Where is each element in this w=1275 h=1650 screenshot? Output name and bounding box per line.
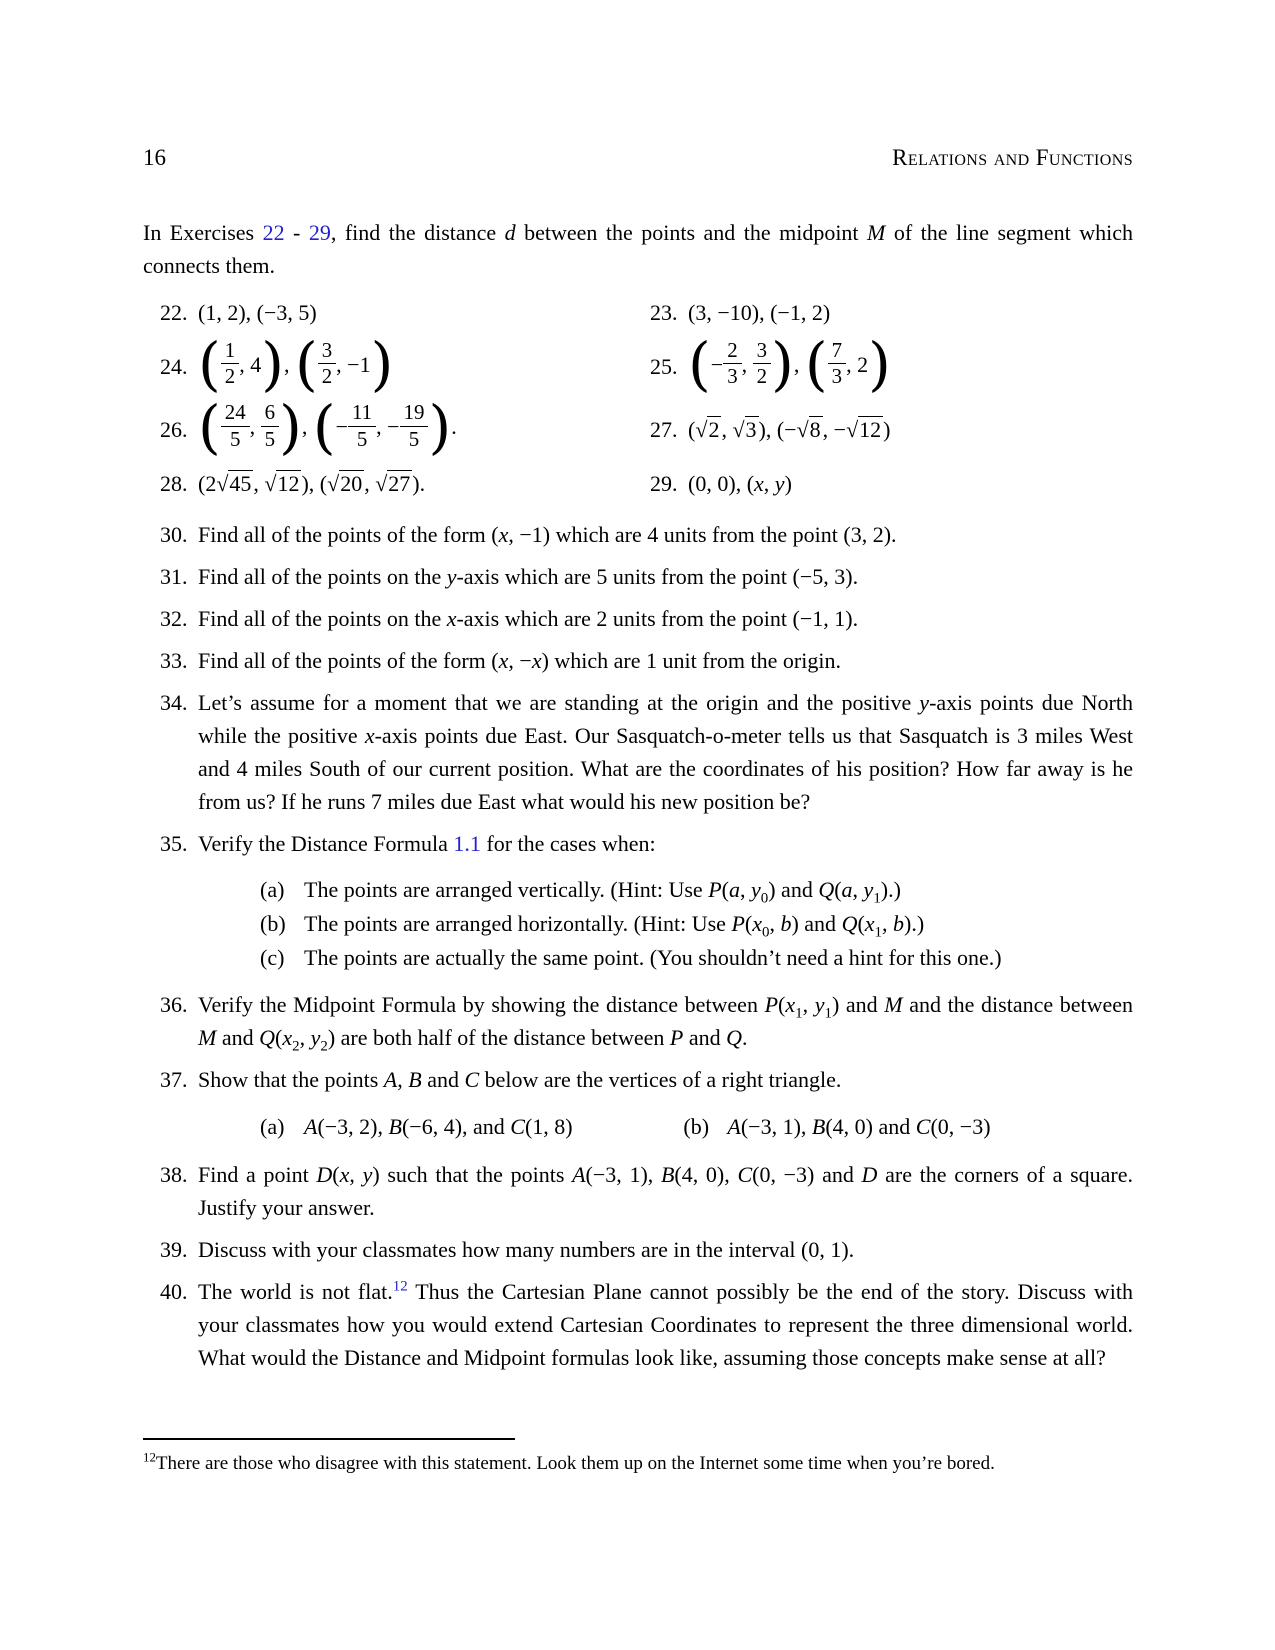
- subitem-b: [260, 907, 1133, 940]
- subitem-text: A(−3, 1), B(4, 0) and C(0, −3): [727, 1114, 991, 1140]
- subitem-text: A(−3, 2), B(−6, 4), and C(1, 8): [304, 1114, 573, 1140]
- exercise-23: [633, 296, 1133, 329]
- subitem-label: (c): [260, 945, 285, 971]
- exercise-content: (0, 0), (x, y): [688, 471, 792, 497]
- link-exercise-22[interactable]: 22: [262, 219, 285, 245]
- subitem-c: [260, 941, 1133, 974]
- problem-33: [143, 644, 1133, 677]
- exercise-number: 23.: [650, 299, 678, 325]
- problem-text: Discuss with your classmates how many numbers are in the interval (0, 1).: [198, 1237, 855, 1263]
- intro-paragraph: In Exercises 22 - 29, find the distance d between the points and the midpoint M of the line segment which connects them.: [143, 219, 1133, 278]
- subitem-a: [260, 873, 1133, 906]
- problem-text: [198, 827, 1133, 979]
- footnote-12-link[interactable]: 12: [392, 1278, 408, 1295]
- exercise-number: 29.: [650, 471, 678, 497]
- subitem-a: [260, 1110, 683, 1143]
- exercise-number: 27.: [650, 416, 678, 442]
- exercise-content: (3, −10), (−1, 2): [688, 299, 831, 325]
- problem-number: 34.: [160, 690, 188, 716]
- exercise-content: (√2, √3), (−√8, −√12): [688, 416, 891, 442]
- problem-37-stem: Show that the points A, B and C below are the vertices of a right triangle.: [198, 1067, 842, 1093]
- link-distance-formula-1-1[interactable]: 1.1: [453, 831, 481, 857]
- problem-number: 31.: [160, 564, 188, 590]
- exercise-number: 25.: [650, 353, 678, 379]
- problem-35-stem: Verify the Distance Formula 1.1 for the cases when:: [198, 831, 656, 857]
- problem-number: 40.: [160, 1279, 188, 1305]
- problem-34: [143, 686, 1133, 818]
- exercise-27: [633, 404, 1133, 454]
- subitem-text: The points are actually the same point. (You shouldn’t need a hint for this one.): [304, 945, 1002, 971]
- exercise-29: [633, 467, 1133, 500]
- problem-text: Verify the Midpoint Formula by showing the distance between $P(x_1$, $y_1$) and M and the distance between M and $Q(x_2$, $y_2$) are both half of the distance between P and Q.: [198, 992, 1134, 1055]
- problem-36: [143, 988, 1133, 1054]
- problem-number: 30.: [160, 522, 188, 548]
- exercise-28: [143, 467, 633, 500]
- footnote-rule: [143, 1438, 515, 1440]
- problem-32: [143, 602, 1133, 635]
- problem-35: [143, 827, 1133, 979]
- exercise-26: [143, 393, 633, 462]
- problem-text: Let’s assume for a moment that we are standing at the origin and the positive y-axis points due North while the positive x-axis points due East. Our Sasquatch-o-meter tells us that Sasquatch is 3 miles West and 4 miles South of our current position. What are the coordinates of his position? How far away is he from us? If he runs 7 miles due East what would his new position be?: [198, 690, 1133, 815]
- exercise-22: [143, 296, 633, 329]
- link-exercise-29[interactable]: 29: [308, 219, 331, 245]
- problem-text: [198, 1063, 1133, 1149]
- problem-text: Find a point D(x, y) such that the points A(−3, 1), B(4, 0), C(0, −3) and D are the corners of a square. Justify your answer.: [198, 1162, 1134, 1221]
- exercise-number: 24.: [160, 353, 188, 379]
- problem-37-subitems: [260, 1110, 1133, 1143]
- problem-number: 35.: [160, 831, 188, 857]
- problem-text: Find all of the points of the form (x, −1) which are 4 units from the point (3, 2).: [198, 522, 897, 548]
- exercise-24: [143, 330, 633, 399]
- problem-39: [143, 1233, 1133, 1266]
- problem-text: Find all of the points on the x-axis which are 2 units from the point (−1, 1).: [198, 606, 859, 632]
- exercise-content: (− $\frac{2}{3}$ , $\frac{3}{2}$ ), ( $\frac{7}{3}$ , 2): [688, 330, 891, 399]
- subitem-label: (a): [260, 1114, 285, 1140]
- problem-number: 39.: [160, 1237, 188, 1263]
- exercises-22-29-grid: [143, 296, 1133, 501]
- subitem-label: (a): [260, 877, 285, 903]
- problem-text: Find all of the points on the y-axis which are 5 units from the point (−5, 3).: [198, 564, 859, 590]
- problems-list: [143, 518, 1133, 1374]
- problem-text: The world is not flat.$^{12}$ Thus the Cartesian Plane cannot possibly be the end of the story. Discuss with your classmates how you would extend Cartesian Coordinates to represent the three dimensional world. What would the Distance and Midpoint formulas look like, assuming those concepts make sense at all?: [198, 1278, 1133, 1371]
- exercise-number: 26.: [160, 416, 188, 442]
- exercise-number: 22.: [160, 299, 188, 325]
- problem-30: [143, 518, 1133, 551]
- problem-38: [143, 1158, 1133, 1224]
- subitem-text: The points are arranged horizontally. (Hint: Use $P(x_0$, b) and $Q(x_1$, b).): [304, 911, 925, 941]
- problem-number: 32.: [160, 606, 188, 632]
- page-header: [143, 141, 1133, 176]
- problem-31: [143, 560, 1133, 593]
- exercise-content: ( $\frac{24}{5}$ , $\frac{6}{5}$ ), (− $\frac{11}{5}$ , − $\frac{19}{5}$ ).: [198, 393, 457, 462]
- problem-text: Find all of the points of the form (x, −x) which are 1 unit from the origin.: [198, 648, 841, 674]
- subitem-label: (b): [260, 911, 286, 937]
- footnote-text: $^{12}$There are those who disagree with this statement. Look them up on the Internet some time when you’re bored.: [143, 1449, 995, 1474]
- exercise-content: ( $\frac{1}{2}$ , 4), ( $\frac{3}{2}$ , −1): [198, 330, 394, 399]
- subitem-text: The points are arranged vertically. (Hint: Use P(a, $y_0$) and Q(a, $y_1$).): [304, 877, 901, 907]
- exercise-number: 28.: [160, 471, 188, 497]
- exercise-content: (1, 2), (−3, 5): [198, 299, 317, 325]
- problem-number: 33.: [160, 648, 188, 674]
- subitem-b: [683, 1110, 1133, 1143]
- problem-number: 36.: [160, 992, 188, 1018]
- problem-number: 38.: [160, 1162, 188, 1188]
- subitem-label: (b): [683, 1114, 710, 1140]
- running-title: Relations and Functions: [892, 145, 1133, 170]
- problem-37: [143, 1063, 1133, 1149]
- exercise-25: [633, 330, 1133, 399]
- page-number: 16: [143, 145, 166, 170]
- footnote-block: [143, 1438, 1133, 1478]
- problem-number: 37.: [160, 1067, 188, 1093]
- exercise-content: (2√45, √12), (√20, √27).: [198, 471, 426, 497]
- problem-35-subitems: [260, 873, 1133, 974]
- problem-40: [143, 1275, 1133, 1374]
